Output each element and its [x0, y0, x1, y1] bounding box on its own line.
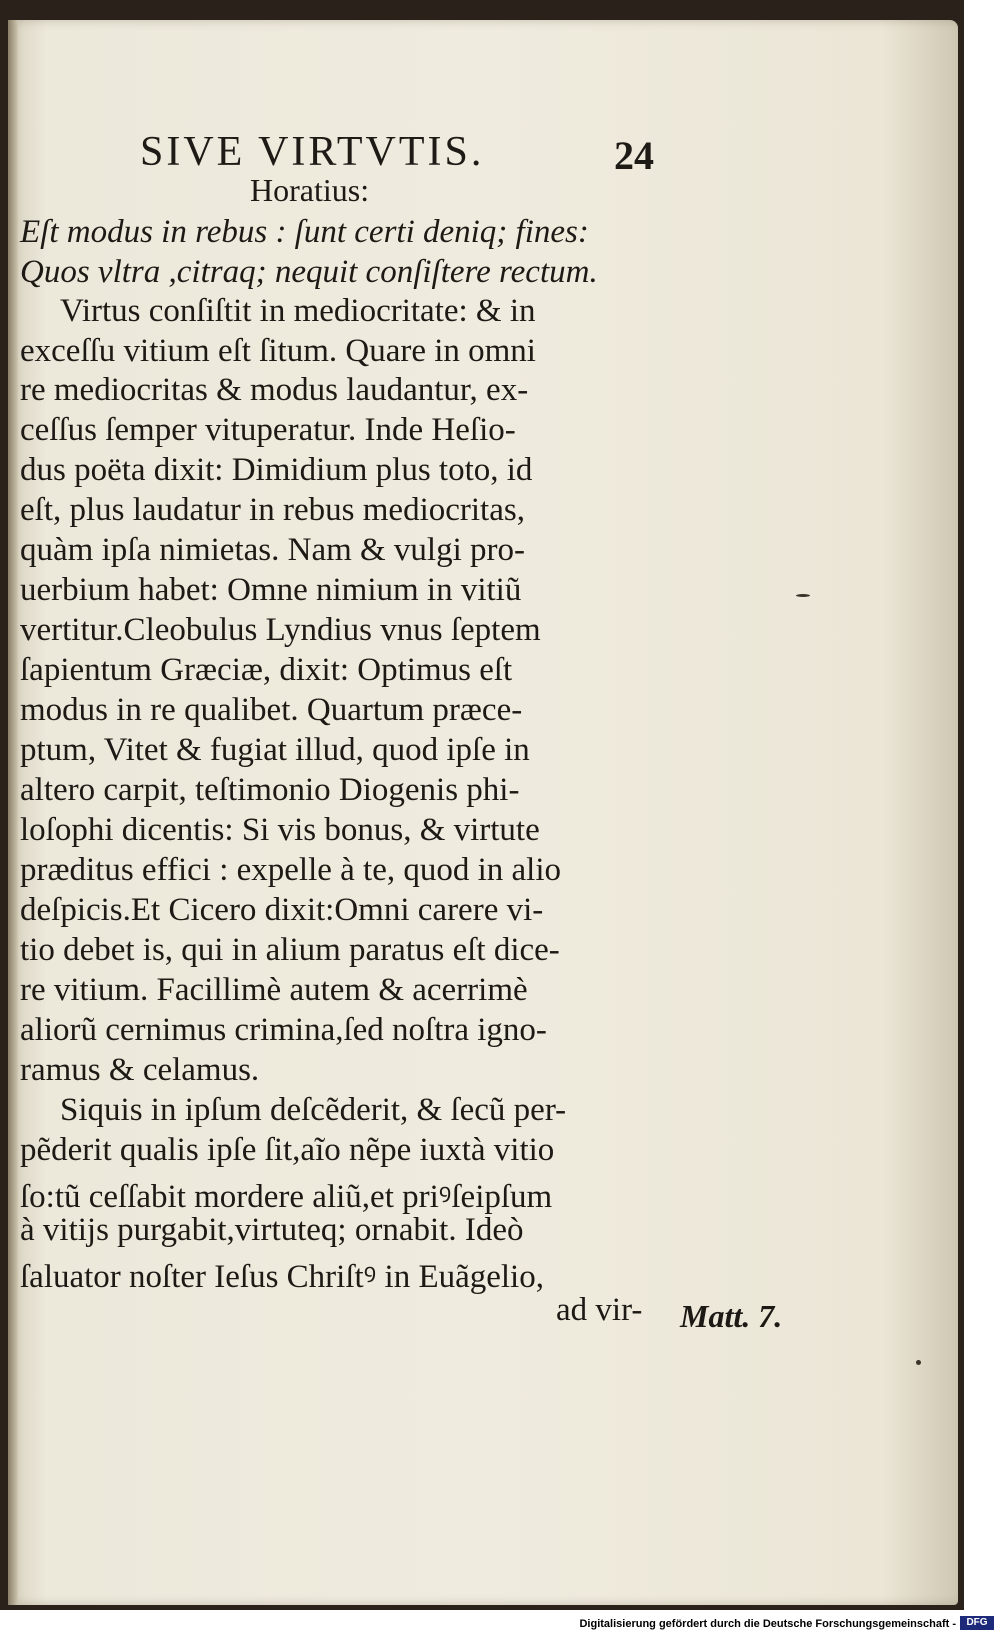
- text-line: re vitium. Facillimè autem & acerrimè: [20, 972, 528, 1008]
- text-line: altero carpit, teſtimonio Diogenis phi-: [20, 772, 520, 808]
- text-line: ſo:tũ ceſſabit mordere aliũ,et priꝰſeipſum: [20, 1179, 553, 1215]
- text-line: ſapientum Græciæ, dixit: Optimus eſt: [20, 652, 513, 688]
- text-line: uerbium habet: Omne nimium in vitiũ: [20, 572, 522, 608]
- verse-line-1: Eſt modus in rebus : ſunt certi deniq; fines:: [20, 214, 589, 250]
- catchword: ad vir-: [556, 1292, 643, 1328]
- digitization-credit: Digitalisierung gefördert durch die Deutsche Forschungsgemeinschaft -: [579, 1618, 956, 1630]
- text-line: deſpicis.Et Cicero dixit:Omni carere vi-: [20, 892, 544, 928]
- text-line: dus poëta dixit: Dimidium plus toto, id: [20, 452, 533, 488]
- running-head: SIVE VIRTVTIS.: [140, 129, 485, 175]
- text-line: præditus effici : expelle à te, quod in alio: [20, 852, 562, 888]
- text-line: ptum, Vitet & fugiat illud, quod ipſe in: [20, 732, 530, 768]
- ink-speck: [916, 1360, 921, 1365]
- heading-horatius: Horatius:: [250, 172, 370, 208]
- text-line: loſophi dicentis: Si vis bonus, & virtute: [20, 812, 540, 848]
- text-line: re mediocritas & modus laudantur, ex-: [20, 372, 529, 408]
- folio-number: 24: [614, 133, 654, 178]
- text-line: tio debet is, qui in alium paratus eſt dice-: [20, 932, 560, 968]
- text-line: modus in re qualibet. Quartum præce-: [20, 692, 523, 728]
- ink-speck: [796, 594, 810, 597]
- text-line: à vitijs purgabit,virtuteq; ornabit. Ideò: [20, 1212, 524, 1248]
- dfg-logo: DFG: [960, 1616, 994, 1630]
- text-line: Siquis in ipſum deſcẽderit, & ſecũ per-: [60, 1092, 567, 1128]
- text-line: eſt, plus laudatur in rebus mediocritas,: [20, 492, 525, 528]
- text-line: pẽderit qualis ipſe ſit,aĩo nẽpe iuxtà vitio: [20, 1132, 555, 1168]
- text-line: vertitur.Cleobulus Lyndius vnus ſeptem: [20, 612, 541, 648]
- text-line: ſaluator noſter Ieſus Chriſtꝰ in Euãgelio,: [20, 1259, 544, 1295]
- verse-line-2: Quos vltra ,citraq; nequit conſiſtere rectum.: [20, 254, 598, 290]
- marginal-note: Matt. 7.: [680, 1298, 783, 1334]
- text-line: ceſſus ſemper vituperatur. Inde Heſio-: [20, 412, 516, 448]
- text-line: aliorũ cernimus crimina,ſed noſtra igno-: [20, 1012, 547, 1048]
- text-line: ramus & celamus.: [20, 1052, 260, 1088]
- text-line: exceſſu vitium eſt ſitum. Quare in omni: [20, 333, 536, 369]
- page-gutter: [8, 20, 18, 1605]
- text-line: Virtus conſiſtit in mediocritate: & in: [60, 293, 536, 329]
- text-line: quàm ipſa nimietas. Nam & vulgi pro-: [20, 532, 525, 568]
